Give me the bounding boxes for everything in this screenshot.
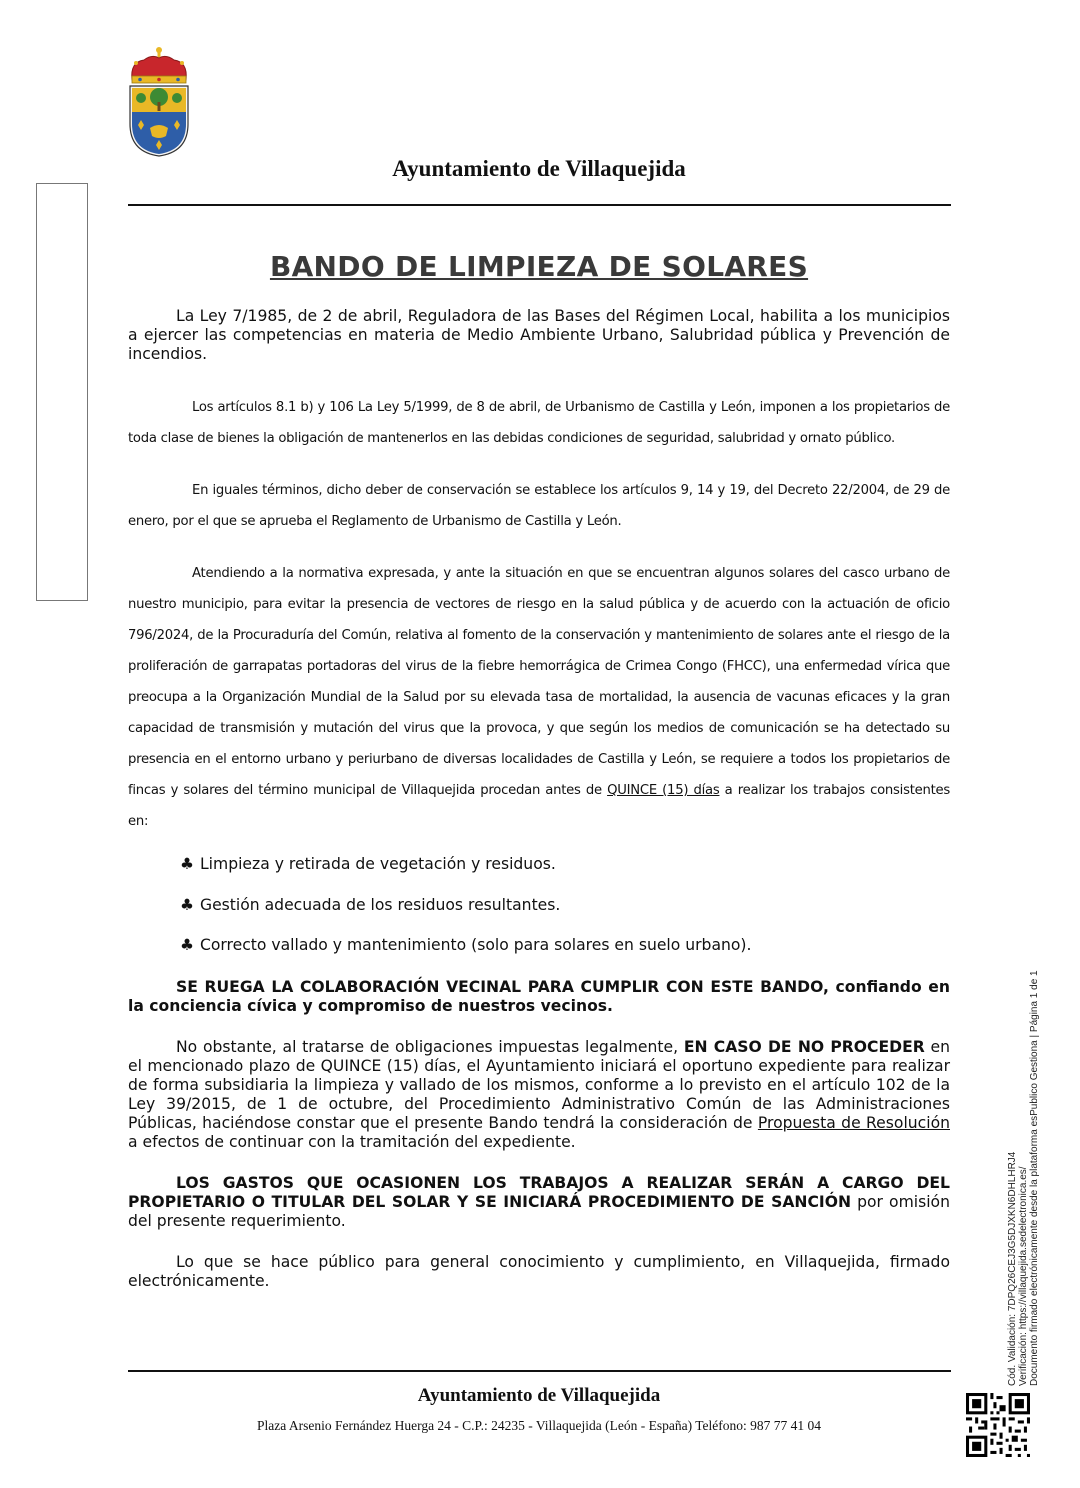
validation-note: Documento firmado electrónicamente desde la plataforma esPublico Gestiona | Página 1 de 1 [1029, 970, 1040, 1386]
paragraph-6-end: a efectos de continuar con la tramitación del expediente. [128, 1133, 576, 1151]
list-item-text: Limpieza y retirada de vegetación y residuos. [199, 855, 556, 873]
paragraph-2: Los artículos 8.1 b) y 106 La Ley 5/1999, de 8 de abril, de Urbanismo de Castilla y León, imponen a los propietarios de toda clase de bienes la obligación de mantenerlos en las debidas condiciones de seguridad, salubridad y ornato público. [128, 400, 950, 446]
footer-rule [128, 1370, 951, 1372]
club-bullet-icon: ♣ [180, 855, 194, 873]
club-bullet-icon: ♣ [180, 936, 194, 954]
list-item-text: Gestión adecuada de los residuos resultantes. [199, 896, 561, 914]
paragraph-6-text: No obstante, al tratarse de obligaciones impuestas legalmente, [176, 1038, 684, 1056]
paragraph-4-end: a realizar los trabajos consistentes en: [128, 783, 950, 829]
paragraph-8: Lo que se hace público para general conocimiento y cumplimiento, en Villaquejida, firmado electrónicamente. [128, 1253, 950, 1290]
club-bullet-icon: ♣ [180, 896, 194, 914]
footer-address: Plaza Arsenio Fernández Huerga 24 - C.P.: 24235 - Villaquejida (León - España) Teléfono: 987 77 41 04 [257, 1418, 821, 1433]
paragraph-7-bold: LOS GASTOS QUE OCASIONEN LOS TRABAJOS A REALIZAR SERÁN A CARGO DEL PROPIETARIO O TITULAR DEL SOLAR Y SE INICIARÁ PROCEDIMIENTO DE SANCIÓN [128, 1174, 950, 1211]
list-item [180, 896, 560, 915]
validation-url: Verificación: https://villaquejida.sedelectronica.es/ [1018, 1166, 1029, 1386]
paragraph-7 [128, 1174, 950, 1231]
list-item-text: Correcto vallado y mantenimiento (solo para solares en suelo urbano). [199, 936, 752, 954]
paragraph-4 [128, 558, 950, 837]
paragraph-3: En iguales términos, dicho deber de conservación se establece los artículos 9, 14 y 19, del Decreto 22/2004, de 29 de enero, por el que se aprueba el Reglamento de Urbanismo de Castilla y León. [128, 483, 950, 529]
side-margin-box [36, 183, 88, 601]
paragraph-5: SE RUEGA LA COLABORACIÓN VECINAL PARA CUMPLIR CON ESTE BANDO, confiando en la conciencia cívica y compromiso de nuestros vecinos. [128, 978, 950, 1015]
paragraph-6-underlined: Propuesta de Resolución [757, 1114, 950, 1132]
paragraph-1: La Ley 7/1985, de 2 de abril, Reguladora de las Bases del Régimen Local, habilita a los municipios a ejercer las competencias en materia de Medio Ambiente Urbano, Salubridad pública y Prevención de incendios. [128, 307, 950, 363]
coat-of-arms-logo [126, 44, 192, 158]
header-rule [128, 204, 951, 206]
header-title: Ayuntamiento de Villaquejida [392, 156, 686, 181]
document-title: BANDO DE LIMPIEZA DE SOLARES [269, 250, 809, 283]
list-item [180, 936, 751, 955]
footer-name: Ayuntamiento de Villaquejida [417, 1385, 661, 1406]
paragraph-7-end: por omisión del presente requerimiento. [128, 1193, 950, 1230]
paragraph-6-bold: EN CASO DE NO PROCEDER [683, 1038, 925, 1056]
paragraph-6 [128, 1038, 950, 1152]
paragraph-4-text: Atendiendo a la normativa expresada, y ante la situación en que se encuentran algunos solares del casco urbano de nuestro municipio, para evitar la presencia de vectores de riesgo en la salud pública y de acuerdo con la actuación de oficio 796/2024, de la Procuraduría del Común, relativa al fomento de la conservación y mantenimiento de solares ante el riesgo de la proliferación de garrapatas portadoras del virus de la fiebre hemorrágica de Crimea Congo (FHCC), una enfermedad vírica que preocupa a la Organización Mundial de la Salud por su elevada tasa de mortalidad, la ausencia de vacunas eficaces y la gran capacidad de transmisión y mutación del virus que la provoca, y que según los medios de comunicación se ha detectado su presencia en el entorno urbano y periurbano de diversas localidades de Castilla y León, se requiere a todos los propietarios de fincas y solares del término municipal de Villaquejida procedan antes de [128, 566, 950, 798]
deadline-underlined: QUINCE (15) días [607, 783, 720, 798]
qr-code-icon [966, 1393, 1030, 1457]
list-item [180, 855, 556, 874]
validation-code: Cód. Validación: 7DPQ26CEJ3G5DJXKN6DHLHRJ4 [1007, 1151, 1018, 1386]
paragraph-6-middle: en el mencionado plazo de QUINCE (15) días, el Ayuntamiento iniciará el oportuno expediente para realizar de forma subsidiaria la limpieza y vallado de los mismos, conforme a lo previsto en el artículo 102 de la Ley 39/2015, de 1 de octubre, del Procedimiento Administrativo Común de las Administraciones Públicas, haciéndose constar que el presente Bando tendrá la consideración de [128, 1038, 950, 1132]
validation-text [1007, 970, 1040, 1386]
